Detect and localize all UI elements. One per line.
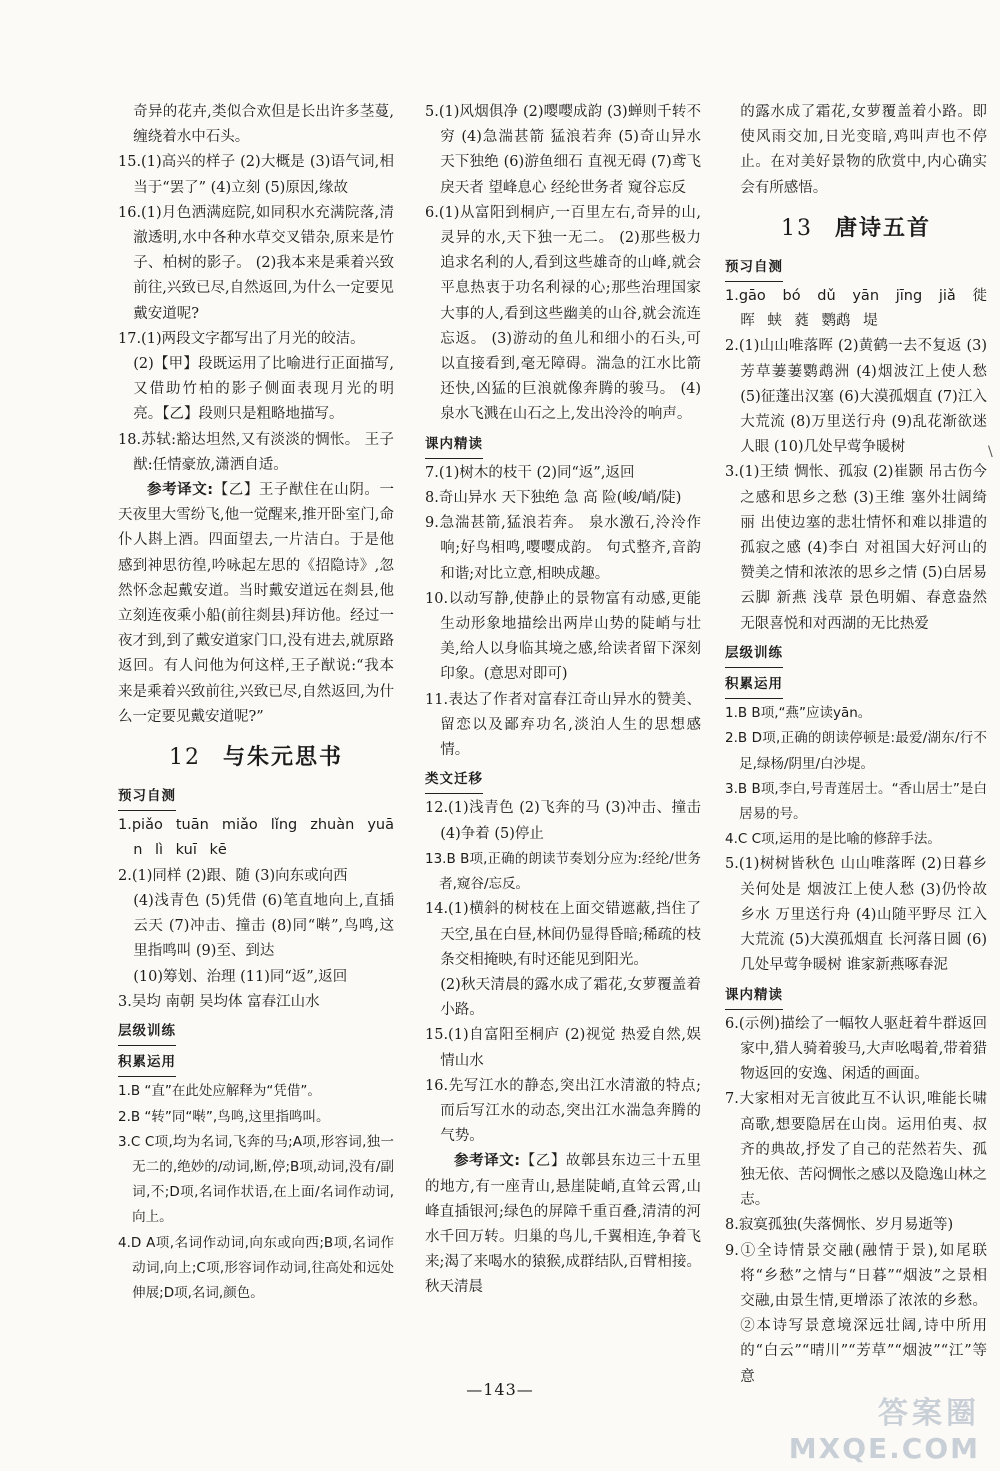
reference-text: 【乙】王子猷住在山阴。一天夜里大雪纷飞,他一觉醒来,推开卧室门,命仆人斟上酒。四面望去,一片洁白。于是他感到神思彷徨,吟咏起左思的《招隐诗》,忽然怀念起戴安道。当时戴安道远在剡县,他立刻连夜乘小船(前往剡县)拜访他。经过一夜才到,到了戴安道家门口,没有进去,就原路返回。有人问他为何这样,王子猷说:“我本来是乘着兴致前往,兴致已尽,自然返回,为什么一定要见戴安道呢?”: [118, 482, 394, 725]
answer-item: 3.C C项,均为名词,飞奔的马;A项,形容词,独一无二的,绝妙的/动词,断,停;B项,动词,没有/副词,不;D项,名词作状语,在上面/名词作动词,向上。: [118, 1133, 394, 1226]
watermark-url: MXQE.COM: [788, 1432, 980, 1465]
section-heading: [725, 641, 987, 668]
lesson-number: 12: [168, 745, 201, 771]
section-heading-label: 预习自测: [725, 255, 783, 282]
answer-continuation: 奇异的花卉,类似合欢但是长出许多茎蔓,缠绕着水中石头。: [133, 104, 394, 146]
answer-item: 7.(1)树木的枝干 (2)同“返”,返回: [425, 464, 635, 481]
section-heading-label: 积累运用: [118, 1050, 176, 1077]
answer-item: 13.B B项,正确的朗读节奏划分应为:经纶/世务者,窥谷/忘反。: [425, 850, 701, 893]
answer-item: 3.吴均 南朝 吴均体 富春江山水: [118, 993, 320, 1010]
answer-item: 2.(1)山山唯落晖 (2)黄鹤一去不复返 (3)芳草萋萋鹦鹉洲 (4)烟波江上使人愁 (5)征蓬出汉塞 (6)大漠孤烟直 (7)江入大荒流 (8)万里送行舟 (9)乱花渐欲迷人眼 (10)几处早莺争暖树: [725, 338, 987, 456]
answer-item: 2.B “转”同“啭”,鸟鸣,这里指鸣叫。: [118, 1108, 330, 1125]
section-heading: [725, 672, 987, 699]
answer-item: 7.大家相对无言彼此互不认识,唯能长啸高歌,想要隐居在山岗。运用伯夷、叔齐的典故,抒发了自己的茫然若失、孤独无依、苦闷惆怅之感以及隐逸山林之志。: [725, 1091, 987, 1209]
section-heading-label: 类文迁移: [425, 767, 483, 794]
answer-item: 4.C C项,运用的是比喻的修辞手法。: [725, 831, 941, 848]
reference-label: 参考译文:: [147, 482, 214, 499]
answer-continuation: (2)【甲】段既运用了比喻进行正面描写,又借助竹柏的影子侧面表现月光的明亮。【乙】段则只是粗略地描写。: [133, 356, 394, 423]
answer-item: 2.B D项,正确的朗读停顿是:最爱/湖东/行不足,绿杨/阴里/白沙堤。: [725, 730, 987, 772]
reference-text: 【乙】故鄣县东边三十五里的地方,有一座青山,悬崖陡峭,直耸云霄,山峰直插银河;绿色的屏障千重百叠,清清的河水千回万转。归巢的鸟儿,千翼相连,争着飞来;渴了来喝水的猿猴,成群结队,百臂相接。秋天清晨: [425, 1153, 701, 1296]
page-number: —143—: [466, 1380, 534, 1399]
answer-item: 8.寂寞孤独(失落惆怅、岁月易逝等): [725, 1217, 954, 1234]
section-heading: [425, 767, 701, 794]
answer-continuation: 的露水成了霜花,女萝覆盖着小路。即使风雨交加,日光变暗,鸡叫声也不停止。在对美好景物的欣赏中,内心确实会有所感悟。: [740, 104, 987, 196]
answer-item: 15.(1)自富阳至桐庐 (2)视觉 热爱自然,娱情山水: [425, 1027, 701, 1069]
section-heading: [725, 983, 987, 1010]
answer-continuation: (4)浅青色 (5)凭借 (6)笔直地向上,直插云天 (7)冲击、撞击 (8)同“啭”,鸟鸣,这里指鸣叫 (9)至、到达: [133, 892, 394, 960]
answer-item: 1.B B项,“燕”应读yān。: [725, 705, 872, 722]
column-2: [425, 100, 701, 1301]
answer-continuation: (10)筹划、治理 (11)同“返”,返回: [133, 968, 348, 985]
answer-item: 12.(1)浅青色 (2)飞奔的马 (3)冲击、撞击 (4)争着 (5)停止: [425, 800, 701, 842]
watermark-logo: [789, 1388, 980, 1465]
section-heading: [725, 255, 987, 282]
answer-item: 6.(示例)描绘了一幅牧人驱赶着牛群返回家中,猎人骑着骏马,大声吆喝着,带着猎物返回的安逸、闲适的画面。: [725, 1015, 987, 1083]
answer-item: 3.B B项,李白,号青莲居士。“香山居士”是白居易的号。: [725, 780, 987, 823]
column-1: [118, 100, 394, 1306]
section-heading-label: 预习自测: [118, 784, 176, 811]
reference-label: 参考译文:: [454, 1153, 521, 1170]
watermark-title: 答案圈: [878, 1396, 980, 1431]
lesson-number: 13: [780, 215, 813, 241]
answer-item: 5.(1)树树皆秋色 山山唯落晖 (2)日暮乡关何处是 烟波江上使人愁 (3)仍怜故乡水 万里送行舟 (4)山随平野尽 江入大荒流 (5)大漠孤烟直 长河落日圆 (6)几处早莺争暖树 谁家新燕啄春泥: [725, 856, 987, 974]
section-heading-label: 层级训练: [118, 1019, 176, 1046]
column-3: [725, 100, 987, 1390]
reference-translation: [425, 1149, 701, 1300]
margin-mark: \: [988, 444, 993, 460]
answer-item: 15.(1)高兴的样子 (2)大概是 (3)语气词,相当于“罢了” (4)立刻 (5)原因,缘故: [118, 154, 394, 196]
answer-item: 10.以动写静,使静止的景物富有动感,更能生动形象地描绘出两岸山势的陡峭与壮美,给人以身临其境之感,给读者留下深刻印象。(意思对即可): [425, 590, 701, 683]
answer-item: 9.急湍甚箭,猛浪若奔。 泉水激石,泠泠作响;好鸟相鸣,嘤嘤成韵。 句式整齐,音韵和谐;对比立意,相映成趣。: [425, 515, 701, 582]
section-heading: [118, 784, 394, 811]
section-heading: [425, 432, 701, 459]
answer-item: 8.奇山异水 天下独绝 急 高 险(峻/峭/陡): [425, 490, 682, 507]
answer-item: 6.(1)从富阳到桐庐,一百里左右,奇异的山,灵异的水,天下独一无二。 (2)那些极力追求名利的人,看到这些雄奇的山峰,就会平息热衷于功名利禄的心;那些治理国家大事的人,看到这些幽美的山谷,就会流连忘返。 (3)游动的鱼儿和细小的石头,可以直接看到,毫无障碍。湍急的江水比箭还快,凶猛的巨浪就像奔腾的骏马。 (4)泉水飞溅在山石之上,发出泠泠的响声。: [425, 204, 701, 423]
answer-item: 1.piǎo tuān miǎo lǐng zhuàn yuān lì kuī kē: [118, 817, 394, 859]
section-heading: [118, 1019, 394, 1046]
answer-item: 14.(1)横斜的树枝在上面交错遮蔽,挡住了天空,虽在白昼,林间仍显得昏暗;稀疏的枝条交相掩映,有时还能见到阳光。: [425, 901, 701, 968]
lesson-title: [725, 207, 987, 251]
lesson-name: 唐诗五首: [834, 215, 931, 241]
answer-item: 17.(1)两段文字都写出了月光的皎洁。: [118, 330, 365, 347]
answer-item: 3.(1)王绩 惆怅、孤寂 (2)崔颢 吊古伤今之感和思乡之愁 (3)王维 塞外壮阔绮丽 出使边塞的悲壮情怀和难以排遣的孤寂之感 (4)李白 对祖国大好河山的赞美之情和浓浓的思乡之情 (5)白居易 云脚 新燕 浅草 景色明媚、春意盎然 无限喜悦和对西湖的无比热爱: [725, 464, 987, 632]
answer-item: 5.(1)风烟俱净 (2)嘤嘤成韵 (3)蝉则千转不穷 (4)急湍甚箭 猛浪若奔 (5)奇山异水 天下独绝 (6)游鱼细石 直视无碍 (7)鸢飞戾天者 望峰息心 经纶世务者 窥谷忘反: [425, 104, 701, 196]
section-heading-label: 积累运用: [725, 672, 783, 699]
section-heading: [118, 1050, 394, 1077]
answer-item: 1.gāo bó dǔ yān jīng jiǎ 徙 晖 蛱 蕤 鹦鹉 堤: [725, 288, 987, 330]
section-heading-label: 课内精读: [725, 983, 783, 1010]
answer-item: 4.D A项,名词作动词,向东或向西;B项,名词作动词,向上;C项,形容词作动词,往高处和远处伸展;D项,名词,颜色。: [118, 1234, 394, 1301]
answer-item: 16.先写江水的静态,突出江水清澈的特点;而后写江水的动态,突出江水湍急奔腾的气势。: [425, 1077, 701, 1145]
answer-item: 11.表达了作者对富春江奇山异水的赞美、留恋以及鄙弃功名,淡泊人生的思想感情。: [425, 691, 701, 759]
answer-item: 18.苏轼:豁达坦然,又有淡淡的惆怅。 王子猷:任情豪放,潇洒自适。: [118, 431, 394, 473]
lesson-title: [118, 736, 394, 780]
reference-translation: [118, 478, 394, 730]
answer-item: 16.(1)月色洒满庭院,如同积水充满院落,清澈透明,水中各种水草交叉错杂,原来是竹子、柏树的影子。 (2)我本来是乘着兴致前往,兴致已尽,自然返回,为什么一定要见戴安道呢?: [118, 204, 394, 322]
lesson-name: 与朱元思书: [222, 745, 343, 771]
answer-item: 2.(1)同样 (2)跟、随 (3)向东或向西: [118, 867, 348, 884]
answer-item: 1.B “直”在此处应解释为“凭借”。: [118, 1083, 321, 1100]
answer-continuation: (2)秋天清晨的露水成了霜花,女萝覆盖着小路。: [440, 976, 701, 1019]
section-heading-label: 课内精读: [425, 432, 483, 459]
section-heading-label: 层级训练: [725, 641, 783, 668]
answer-item: 9.①全诗情景交融(融情于景),如尾联将“乡愁”之情与“日暮”“烟波”之景相交融,由景生情,更增添了浓浓的乡愁。 ②本诗写景意境深远壮阔,诗中所用的“白云”“晴川”“芳草”“烟波”“江”等意: [725, 1242, 987, 1385]
